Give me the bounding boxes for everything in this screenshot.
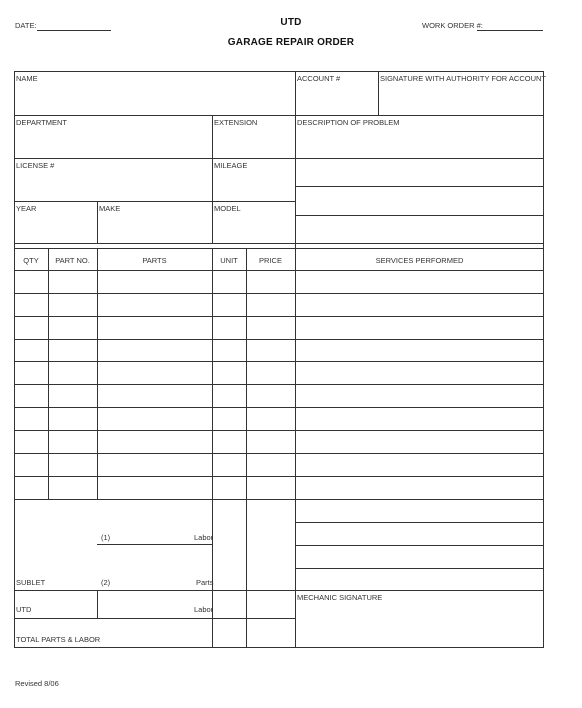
labor-label-3: Labor [194, 605, 214, 614]
company-name: UTD [280, 17, 302, 28]
description-of-problem-label: DESCRIPTION OF PROBLEM [297, 118, 400, 127]
sublet-label: SUBLET [16, 578, 46, 587]
price-header: PRICE [259, 256, 282, 265]
unit-header: UNIT [220, 256, 238, 265]
parts-header: PARTS [142, 256, 167, 265]
license-label: LICENSE # [16, 161, 55, 170]
work-order-label: WORK ORDER #: [422, 21, 483, 30]
account-label: ACCOUNT # [297, 74, 341, 83]
model-label: MODEL [214, 204, 241, 213]
services-performed-header: SERVICES PERFORMED [375, 256, 464, 265]
labor-label-1: Labor [194, 533, 214, 542]
part-no-header: PART NO. [55, 256, 90, 265]
date-label: DATE: [15, 21, 37, 30]
name-label: NAME [16, 74, 38, 83]
form-title: GARAGE REPAIR ORDER [227, 37, 355, 48]
year-label: YEAR [16, 204, 37, 213]
revised-note: Revised 8/06 [15, 679, 59, 688]
parts-label-2: Parts [196, 578, 214, 587]
utd-label: UTD [16, 605, 32, 614]
make-label: MAKE [99, 204, 121, 213]
qty-header: QTY [23, 256, 39, 265]
parts-number-2: (2) [101, 578, 111, 587]
mileage-label: MILEAGE [214, 161, 248, 170]
department-label: DEPARTMENT [16, 118, 67, 127]
signature-authority-label: SIGNATURE WITH AUTHORITY FOR ACCOUNT [380, 74, 546, 83]
total-parts-labor-label: TOTAL PARTS & LABOR [16, 635, 101, 644]
labor-number-1: (1) [101, 533, 111, 542]
extension-label: EXTENSION [214, 118, 258, 127]
mechanic-signature-label: MECHANIC SIGNATURE [297, 593, 383, 602]
